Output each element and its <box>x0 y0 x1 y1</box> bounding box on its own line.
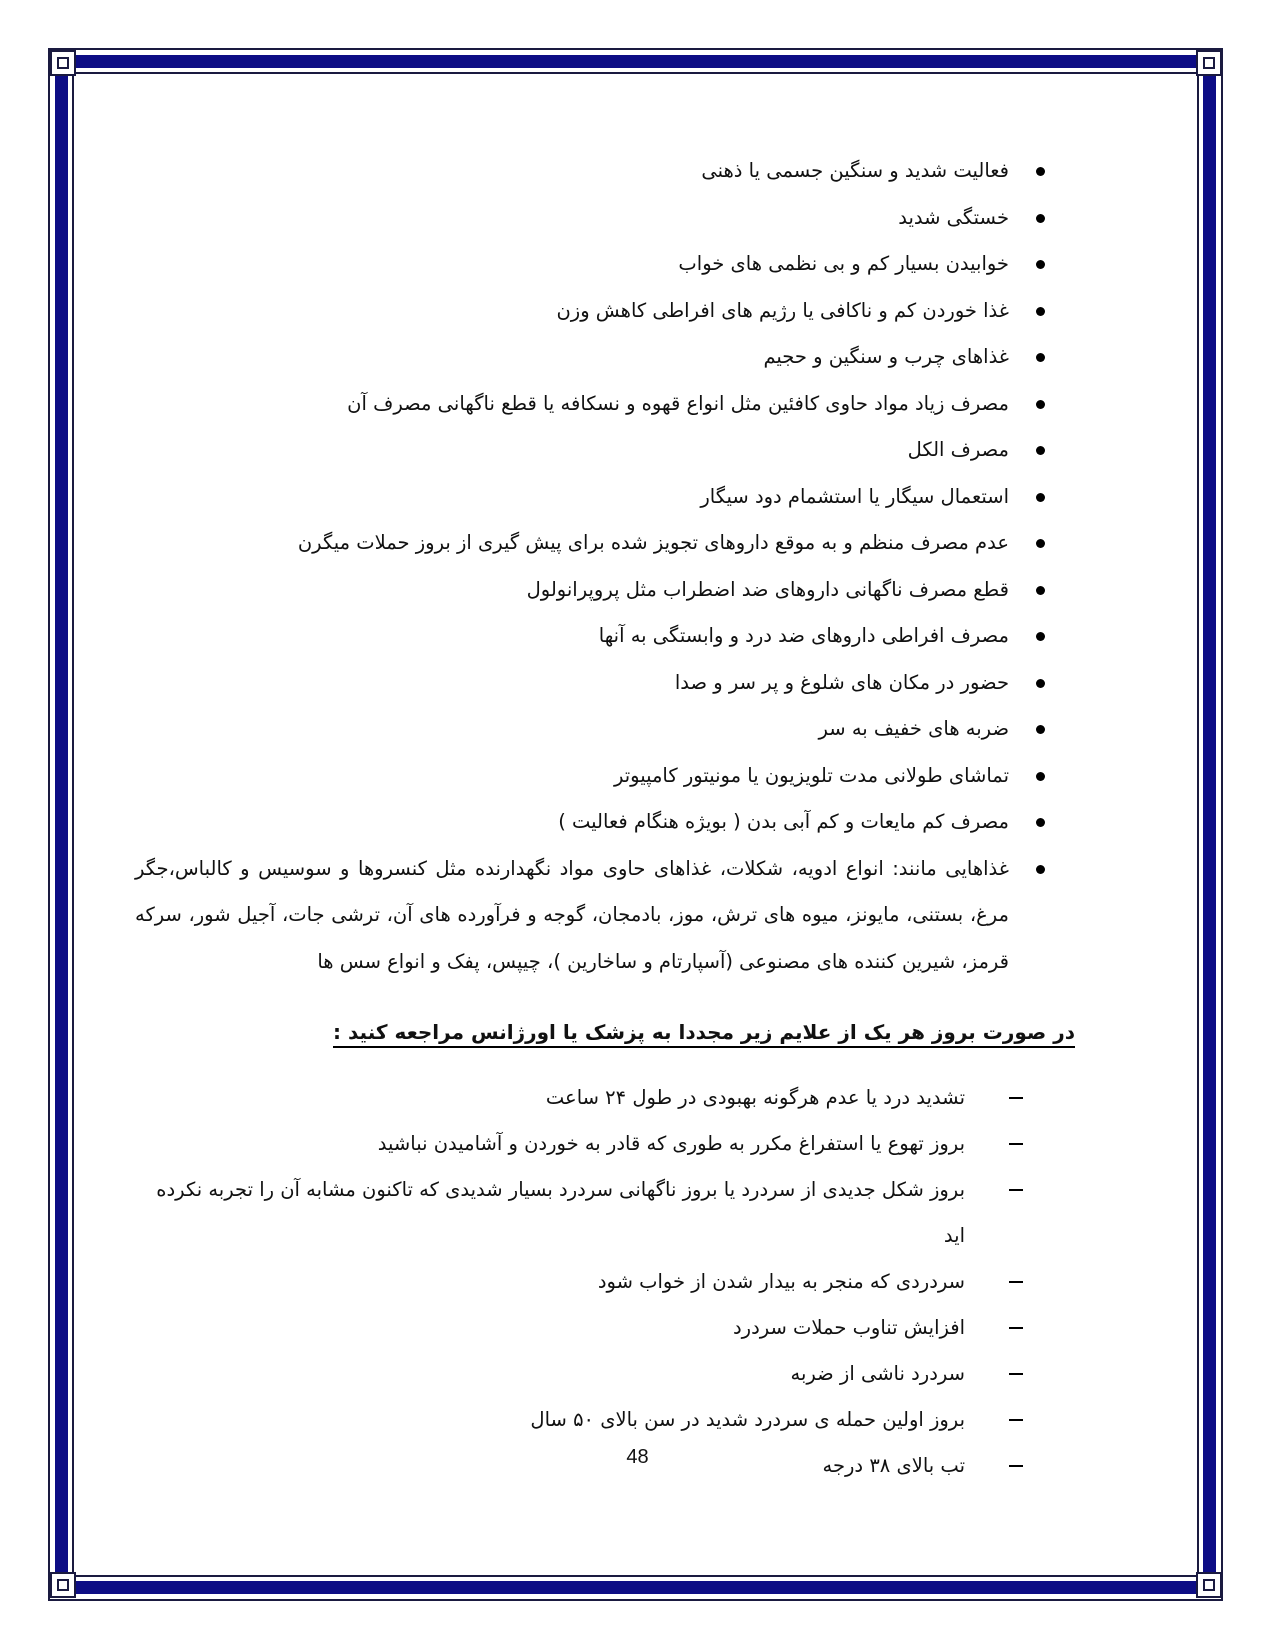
bullet-icon <box>1036 167 1045 176</box>
bullet-icon <box>1036 679 1045 688</box>
list-item <box>135 660 1075 707</box>
list-item-text: تماشای طولانی مدت تلویزیون یا مونیتور کامپیوتر <box>613 763 1009 787</box>
list-item <box>135 148 1075 195</box>
dash-icon <box>1009 1097 1023 1099</box>
list-item-text: فعالیت شدید و سنگین جسمی یا ذهنی <box>701 159 1009 182</box>
dash-icon <box>1009 1189 1023 1191</box>
list-item <box>135 195 1075 242</box>
warning-signs-list <box>135 1075 1075 1489</box>
list-item <box>135 520 1075 567</box>
dash-icon <box>1009 1143 1023 1145</box>
list-item-text: حضور در مکان های شلوغ و پر سر و صدا <box>674 670 1009 694</box>
list-item <box>135 288 1075 335</box>
dash-icon <box>1009 1281 1023 1283</box>
list-item <box>135 1075 1075 1121</box>
warning-heading <box>135 1015 1075 1049</box>
bullet-icon <box>1036 214 1045 223</box>
list-item-text: مصرف افراطی داروهای ضد درد و وابستگی به آنها <box>598 624 1009 647</box>
list-item <box>135 1121 1075 1167</box>
list-item <box>135 613 1075 660</box>
dash-icon <box>1009 1327 1023 1329</box>
list-item-text: غذاهای چرب و سنگین و حجیم <box>763 345 1009 368</box>
list-item-text: استعمال سیگار یا استشمام دود سیگار <box>700 484 1009 508</box>
list-item-text: عدم مصرف منظم و به موقع داروهای تجویز شده برای پیش گیری از بروز حملات میگرن <box>297 531 1009 554</box>
list-item <box>135 1259 1075 1305</box>
list-item-text: مصرف زیاد مواد حاوی کافئین مثل انواع قهوه و نسکافه یا قطع ناگهانی مصرف آن <box>347 391 1009 415</box>
list-item <box>135 334 1075 381</box>
corner-ornament-bottom-left <box>50 1572 76 1598</box>
list-item <box>135 567 1075 614</box>
list-item <box>135 474 1075 521</box>
list-item-text: تشدید درد یا عدم هرگونه بهبودی در طول ۲۴ ساعت <box>545 1086 965 1109</box>
bullet-icon <box>1036 539 1045 548</box>
bullet-icon <box>1036 772 1045 781</box>
warning-heading-text: در صورت بروز هر یک از علایم زیر مجددا به پزشک یا اورژانس مراجعه کنید : <box>333 1020 1075 1048</box>
list-item-text: خوابیدن بسیار کم و بی نظمی های خواب <box>678 252 1009 275</box>
list-item-text: ضربه های خفیف به سر <box>818 717 1009 740</box>
bullet-icon <box>1036 446 1045 455</box>
corner-ornament-bottom-right <box>1196 1572 1222 1598</box>
list-item <box>135 1397 1075 1443</box>
bullet-icon <box>1036 493 1045 502</box>
dash-icon <box>1009 1419 1023 1421</box>
corner-ornament-top-left <box>50 50 76 76</box>
list-item-text: سردردی که منجر به بیدار شدن از خواب شود <box>597 1270 965 1293</box>
list-item <box>135 706 1075 753</box>
triggers-list <box>135 148 1075 985</box>
list-item-text: بروز شکل جدیدی از سردرد یا بروز ناگهانی سردرد بسیار شدیدی که تاکنون مشابه آن را تجربه نکرده اید <box>156 1178 965 1247</box>
list-item <box>135 241 1075 288</box>
list-item-text: سردرد ناشی از ضربه <box>790 1362 965 1385</box>
bullet-icon <box>1036 818 1045 827</box>
list-item <box>135 753 1075 800</box>
list-item-text: تب بالای ۳۸ درجه <box>822 1454 965 1477</box>
bullet-icon <box>1036 400 1045 409</box>
list-item-text: قطع مصرف ناگهانی داروهای ضد اضطراب مثل پروپرانولول <box>526 577 1009 601</box>
list-item <box>135 427 1075 474</box>
page-number: 48 <box>626 1446 649 1468</box>
dash-icon <box>1009 1373 1023 1375</box>
list-item <box>135 799 1075 846</box>
list-item <box>135 846 1075 986</box>
bullet-icon <box>1036 353 1045 362</box>
list-item <box>135 381 1075 428</box>
bullet-icon <box>1036 586 1045 595</box>
bullet-icon <box>1036 865 1045 874</box>
corner-ornament-top-right <box>1196 50 1222 76</box>
bullet-icon <box>1036 307 1045 316</box>
page-content <box>135 148 1075 1489</box>
list-item <box>135 1351 1075 1397</box>
bullet-icon <box>1036 725 1045 734</box>
list-item <box>135 1167 1075 1259</box>
list-item-text: مصرف کم مایعات و کم آبی بدن ( بویژه هنگام فعالیت ) <box>558 810 1009 833</box>
bullet-icon <box>1036 632 1045 641</box>
list-item-text: بروز تهوع یا استفراغ مکرر به طوری که قادر به خوردن و آشامیدن نباشید <box>377 1132 965 1155</box>
list-item-text: مصرف الکل <box>907 438 1009 461</box>
list-item-text: افزایش تناوب حملات سردرد <box>732 1316 965 1339</box>
list-item-text: غذاهایی مانند: انواع ادویه، شکلات، غذاهای حاوی مواد نگهدارنده مثل کنسروها و سوسیس و کالباس،جگر مرغ، بستنی، مایونز، میوه های ترش، موز، بادمجان، گوجه و فرآورده های آن، ترشی جات، آجیل شور، سرکه قرمز، شیرین کننده های مصنوعی (آسپارتام و ساخارین )، چیپس، پفک و انواع سس ها <box>135 856 1009 973</box>
list-item <box>135 1305 1075 1351</box>
list-item-text: بروز اولین حمله ی سردرد شدید در سن بالای ۵۰ سال <box>530 1408 965 1431</box>
bullet-icon <box>1036 260 1045 269</box>
list-item-text: خستگی شدید <box>898 205 1009 229</box>
list-item-text: غذا خوردن کم و ناکافی یا رژیم های افراطی کاهش وزن <box>556 298 1009 322</box>
